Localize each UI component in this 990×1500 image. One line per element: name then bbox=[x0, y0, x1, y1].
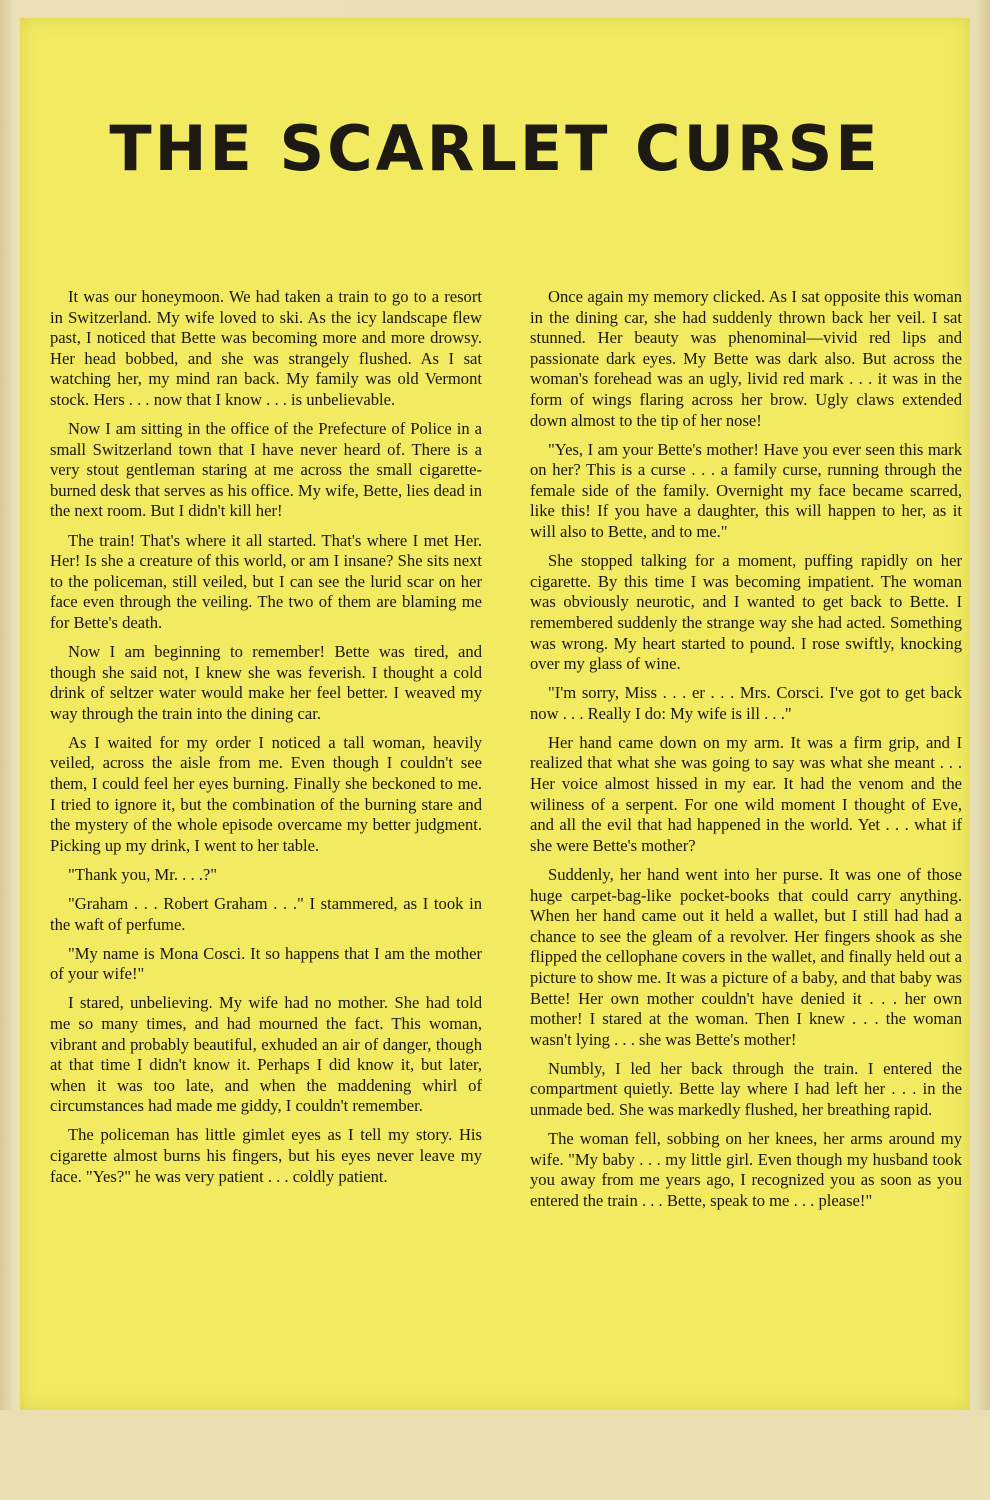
paragraph: Once again my memory clicked. As I sat opposite this woman in the dining car, she had suddenly thrown back her veil. I sat stunned. Her beauty was phenominal—vivid red lips and passionate dark eyes. My Bette was dark also. But across the woman's forehead was an ugly, livid red mark . . . it was in the form of wings flaring across her brow. Ugly claws extended down almost to the tip of her nose! bbox=[530, 287, 962, 430]
paragraph: It was our honeymoon. We had taken a train to go to a resort in Switzerland. My wife loved to ski. As the icy landscape flew past, I noticed that Bette was becoming more and more drowsy. Her head bobbed, and she was strangely flushed. As I sat watching her, my mind ran back. My family was old Vermont stock. Hers . . . now that I know . . . is unbelievable. bbox=[50, 287, 482, 409]
paragraph: The train! That's where it all started. That's where I met Her. Her! Is she a creature of this world, or am I insane? She sits next to the policeman, still veiled, but I can see the lurid scar on her face even through the veiling. The two of them are blaming me for Bette's death. bbox=[50, 530, 482, 632]
page-title: THE SCARLET CURSE bbox=[109, 112, 881, 185]
left-column bbox=[50, 287, 482, 1196]
paragraph: The policeman has little gimlet eyes as I tell my story. His cigarette almost burns his fingers, but his eyes never leave my face. "Yes?" he was very patient . . . coldly patient. bbox=[50, 1125, 482, 1186]
paragraph: "My name is Mona Cosci. It so happens that I am the mother of your wife!" bbox=[50, 943, 482, 984]
paragraph: She stopped talking for a moment, puffing rapidly on her cigarette. By this time I was becoming impatient. The woman was obviously neurotic, and I wanted to get back to Bette. I remembered suddenly the strange way she had acted. Something was wrong. My heart started to pound. I rose swiftly, knocking over my glass of wine. bbox=[530, 551, 962, 674]
paragraph: Suddenly, her hand went into her purse. It was one of those huge carpet-bag-like pocket-books that could carry anything. When her hand came out it held a wallet, but I still had had a chance to see the gleam of a revolver. Her fingers shook as she flipped the cellophane covers in the wallet, and finally held out a picture to show me. It was a picture of a baby, and that baby was Bette! Her own mother couldn't have denied it . . . her own mother! I stared at the woman. Then I knew . . . the woman wasn't lying . . . she was Bette's mother! bbox=[530, 864, 962, 1049]
paragraph: Now I am beginning to remember! Bette was tired, and though she said not, I knew she was feverish. I thought a cold drink of seltzer water would make her feel better. I weaved my way through the train into the dining car. bbox=[50, 642, 482, 723]
paragraph: Now I am sitting in the office of the Prefecture of Police in a small Switzerland town that I have never heard of. There is a very stout gentleman staring at me across the small cigarette-burned desk that serves as his office. My wife, Bette, lies dead in the next room. But I didn't kill her! bbox=[50, 419, 482, 521]
paragraph: The woman fell, sobbing on her knees, her arms around my wife. "My baby . . . my little girl. Even though my husband took you away from me years ago, I recognized you as soon as you entered the train . . . Bette, speak to me . . . please!" bbox=[530, 1129, 962, 1210]
paragraph: "Thank you, Mr. . . .?" bbox=[68, 864, 218, 884]
paragraph: Numbly, I led her back through the train. I entered the compartment quietly. Bette lay where I had left her . . . in the unmade bed. She was markedly flushed, her breathing rapid. bbox=[530, 1058, 962, 1119]
paragraph: "Yes, I am your Bette's mother! Have you ever seen this mark on her? This is a curse . . . a family curse, running through the female side of the family. Overnight my face became scarred, like this! If you have a daughter, this will happen to her, as it will also to Bette, and to me." bbox=[530, 439, 962, 542]
paragraph: "I'm sorry, Miss . . . er . . . Mrs. Corsci. I've got to get back now . . . Really I do: My wife is ill . . ." bbox=[530, 683, 962, 723]
paragraph: As I waited for my order I noticed a tall woman, heavily veiled, across the aisle from me. Even though I couldn't see them, I could feel her eyes burning. Finally she beckoned to me. I tried to ignore it, but the combination of the burning stare and the mystery of the whole episode overcame my better judgment. Picking up my drink, I went to her table. bbox=[50, 732, 482, 855]
paragraph: I stared, unbelieving. My wife had no mother. She had told me so many times, and had mourned the fact. This woman, vibrant and probably beautiful, exhuded an air of danger, though at that time I didn't know it. Perhaps I did know it, but later, when it was too late, and when the maddening whirl of circumstances had made me giddy, I couldn't remember. bbox=[50, 993, 482, 1116]
page-margin-bottom bbox=[0, 1410, 990, 1500]
paragraph: "Graham . . . Robert Graham . . ." I stammered, as I took in the waft of perfume. bbox=[50, 894, 482, 934]
right-column bbox=[530, 287, 962, 1220]
paragraph: Her hand came down on my arm. It was a firm grip, and I realized that what she was going to say was what she meant . . . Her voice almost hissed in my ear. It had the venom and the wiliness of a serpent. For one wild moment I thought of Eve, and all the evil that had happened in the world. Yet . . . what if she were Bette's mother? bbox=[530, 732, 962, 855]
